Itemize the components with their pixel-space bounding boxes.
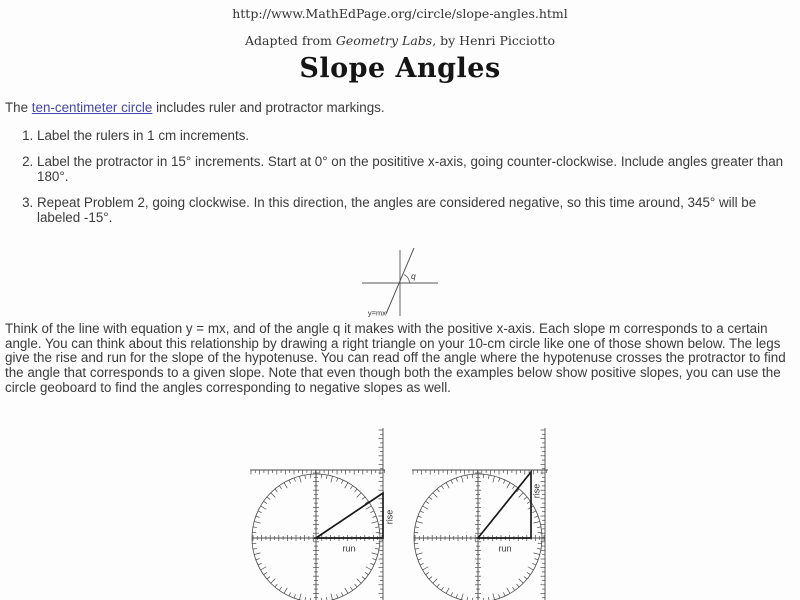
- run-label-left: run: [342, 543, 356, 554]
- credit-line: [0, 33, 800, 48]
- credit-work-title: Geometry Labs: [335, 33, 433, 48]
- explanation-paragraph: Think of the line with equation y = mx, and of the angle q it makes with the positive x-axis. Each slope m corresponds to a certain angle. You can think about this relationship by drawing a right triangle on your 10-cm circle like one of those shown below. The legs give the rise and run for the slope of the hypotenuse. You can read off the angle where the hypotenuse crosses the protractor to find the angle that corresponds to a given slope. Note that even though both the examples below show positive slopes, you can use the circle geoboard to find the angles corresponding to negative slopes as well.: [5, 321, 786, 395]
- page-title: Slope Angles: [299, 53, 501, 84]
- slope-line-figure: [352, 244, 448, 320]
- problem-2-text: Label the protractor in 15° increments. Start at 0° on the posititive x-axis, going counter-clockwise. Include angles greater than 180°.: [37, 154, 784, 184]
- problem-item-3: [37, 195, 795, 225]
- credit-suffix: , by Henri Picciotto: [432, 33, 555, 48]
- angle-arc: [404, 275, 410, 284]
- intro-sentence: [5, 100, 795, 115]
- source-url: http://www.MathEdPage.org/circle/slope-angles.html: [232, 6, 568, 21]
- equation-label: y=mx: [367, 308, 386, 318]
- intro-prefix: The: [5, 100, 32, 115]
- problem-item-1: [37, 128, 795, 143]
- rise-label-right: rise: [531, 483, 542, 499]
- ten-centimeter-circle-link[interactable]: ten-centimeter circle: [31, 100, 153, 115]
- intro-suffix: includes ruler and protractor markings.: [152, 100, 385, 115]
- angle-q-label: q: [411, 271, 416, 281]
- problem-1-text: Label the rulers in 1 cm increments.: [37, 128, 250, 143]
- problem-list: [0, 128, 795, 236]
- run-label-right: run: [498, 543, 512, 554]
- geoboard-diagrams: [228, 425, 580, 600]
- problem-3-text: Repeat Problem 2, going clockwise. In this direction, the angles are considered negative, so this time around, 345° will be labeled -15°.: [37, 195, 757, 225]
- rise-label-left: rise: [384, 509, 395, 525]
- geoboard-rulers-and-circles: [250, 428, 548, 600]
- credit-prefix: Adapted from: [244, 33, 336, 48]
- problem-item-2: [37, 154, 795, 184]
